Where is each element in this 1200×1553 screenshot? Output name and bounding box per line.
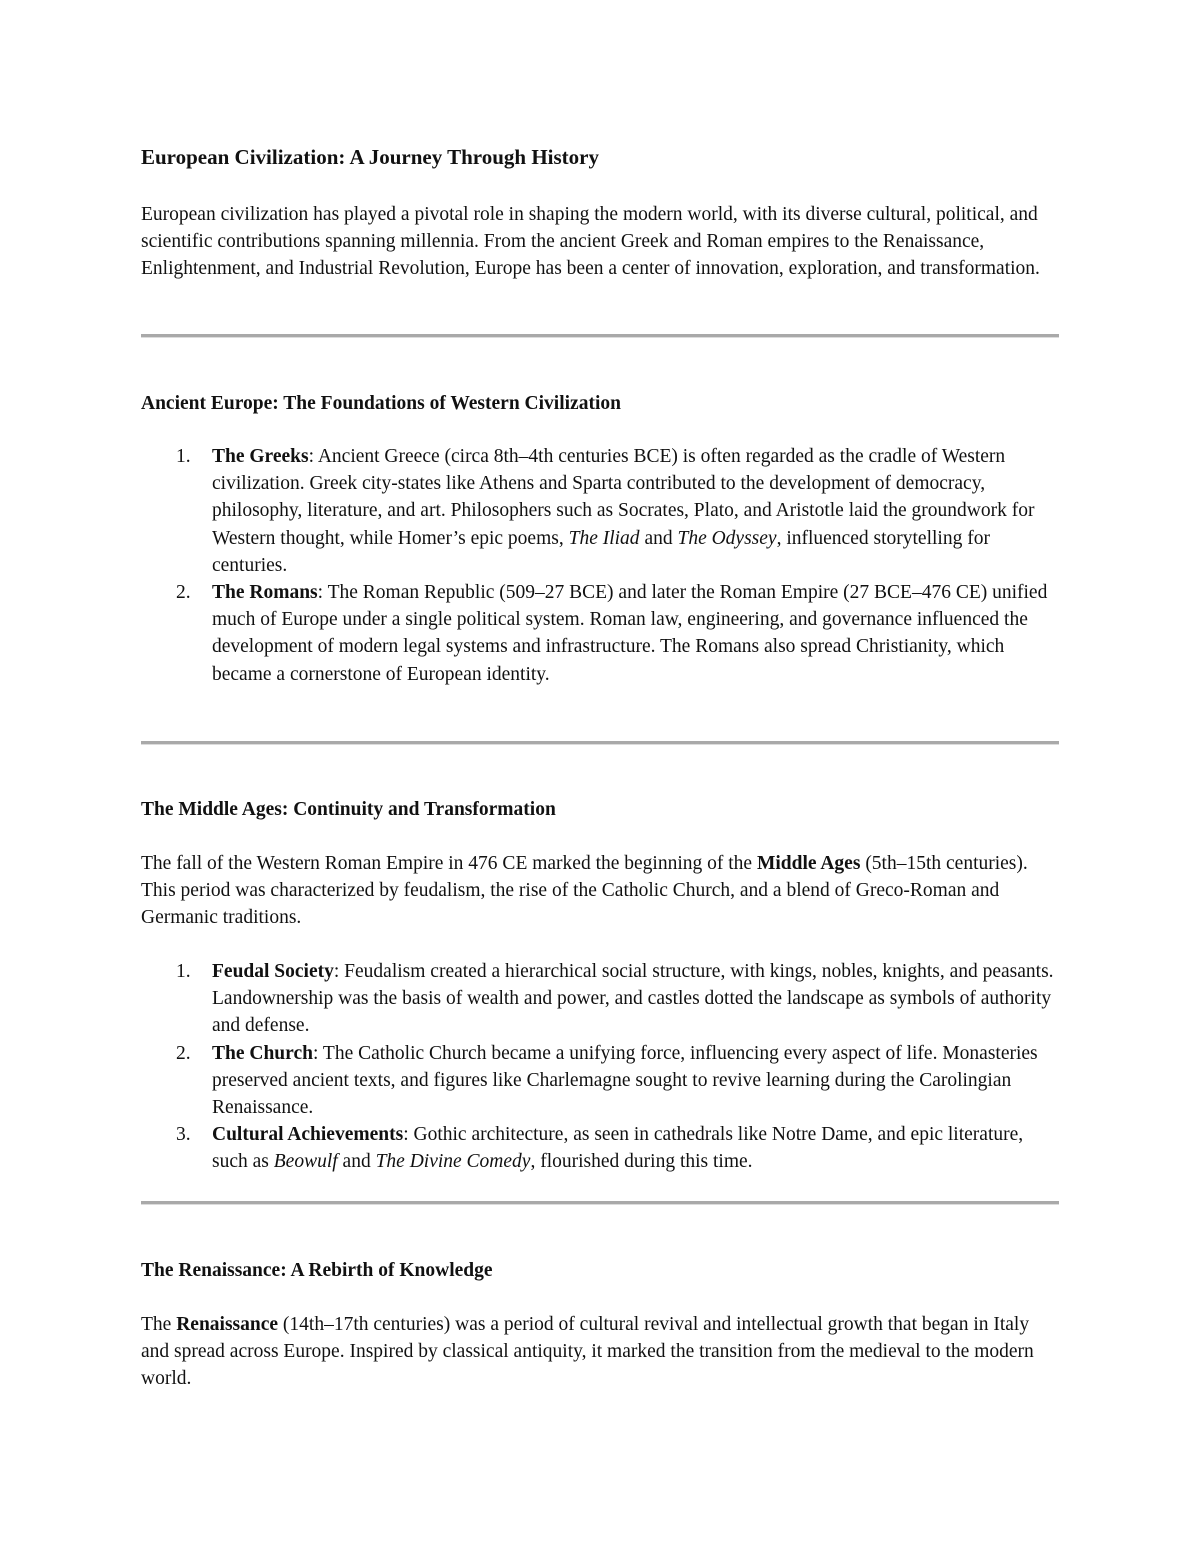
list-item [141, 579, 1059, 688]
list-item-text: : The Roman Republic (509–27 BCE) and later the Roman Empire (27 BCE–476 CE) unified much of Europe under a single political system. Roman law, engineering, and governance influenced the development of modern legal systems and infrastructure. The Romans also spread Christianity, which became a cornerstone of European identity. [212, 582, 1048, 685]
list-item-text: : Feudalism created a hierarchical social structure, with kings, nobles, knights, and peasants. Landownership was the basis of wealth and power, and castles dotted the landscape as symbols of authority and defense. [212, 961, 1054, 1037]
work-title: The Odyssey [677, 527, 777, 549]
paragraph-text: The [141, 1314, 177, 1335]
document-title: European Civilization: A Journey Through History [141, 145, 599, 169]
list-item [141, 443, 1059, 579]
list-item-term: The Greeks [212, 446, 309, 467]
list-number: 1. [176, 446, 191, 467]
middle-ages-paragraph [141, 850, 1059, 932]
list-item [141, 1040, 1059, 1122]
list-number: 3. [176, 1124, 191, 1146]
list-item-text: : Ancient Greece (circa 8th–4th centuries BCE) is often regarded as the cradle of Western civilization. Greek city-states like Athens and Sparta contributed to the development of democracy, philosophy, literature, and art. Philosophers such as Socrates, Plato, and Aristotle laid the groundwork for Western thought, while Homer’s epic poems, [212, 446, 1035, 549]
list-item-term: The Church [212, 1042, 313, 1064]
intro-paragraph: European civilization has played a pivotal role in shaping the modern world, with its diverse cultural, political, and scientific contributions spanning millennia. From the ancient Greek and Roman empires to the Renaissance, Enlightenment, and Industrial Revolution, Europe has been a center of innovation, exploration, and transformation. [141, 204, 1040, 280]
section-divider [141, 741, 1059, 745]
list-number: 1. [176, 961, 191, 982]
section-divider [141, 1201, 1059, 1205]
heading-ancient-europe: Ancient Europe: The Foundations of Western Civilization [141, 393, 621, 414]
ancient-list [141, 443, 1059, 688]
list-item-text: , flourished during this time. [530, 1151, 753, 1173]
heading-renaissance: The Renaissance: A Rebirth of Knowledge [141, 1260, 493, 1281]
work-title: The Divine Comedy [375, 1151, 531, 1173]
heading-middle-ages: The Middle Ages: Continuity and Transformation [141, 799, 556, 820]
list-item [141, 958, 1059, 1040]
list-item-text: : The Catholic Church became a unifying force, influencing every aspect of life. Monasteries preserved ancient texts, and figures like Charlemagne sought to revive learning during the Carolingian Renaissance. [212, 1042, 1038, 1119]
paragraph-text: (14th–17th centuries) was a period of cultural revival and intellectual growth that began in Italy and spread across Europe. Inspired by classical antiquity, it marked the transition from the medieval to the modern world. [141, 1314, 1034, 1390]
renaissance-paragraph [141, 1311, 1059, 1393]
list-item-term: The Romans [212, 582, 318, 604]
section-divider [141, 334, 1059, 338]
list-item [141, 1121, 1059, 1175]
list-item-term: Cultural Achievements [212, 1124, 404, 1146]
paragraph-bold-term: Middle Ages [756, 853, 861, 874]
list-item-text: , influenced storytelling for centuries. [212, 527, 990, 576]
work-title: Beowulf [273, 1151, 338, 1173]
list-item-text: and [337, 1151, 376, 1173]
paragraph-bold-term: Renaissance [176, 1314, 279, 1335]
list-item-text: and [639, 527, 678, 549]
work-title: The Iliad [568, 527, 640, 549]
list-number: 2. [176, 1042, 191, 1064]
middle-ages-list [141, 958, 1059, 1176]
list-item-text: : Gothic architecture, as seen in cathedrals like Notre Dame, and epic literature, such as [212, 1124, 1024, 1173]
list-item-term: Feudal Society [212, 961, 334, 982]
paragraph-text: (5th–15th centuries). This period was characterized by feudalism, the rise of the Catholic Church, and a blend of Greco-Roman and Germanic traditions. [141, 853, 1028, 929]
paragraph-text: The fall of the Western Roman Empire in 476 CE marked the beginning of the [141, 853, 757, 874]
list-number: 2. [176, 582, 191, 604]
